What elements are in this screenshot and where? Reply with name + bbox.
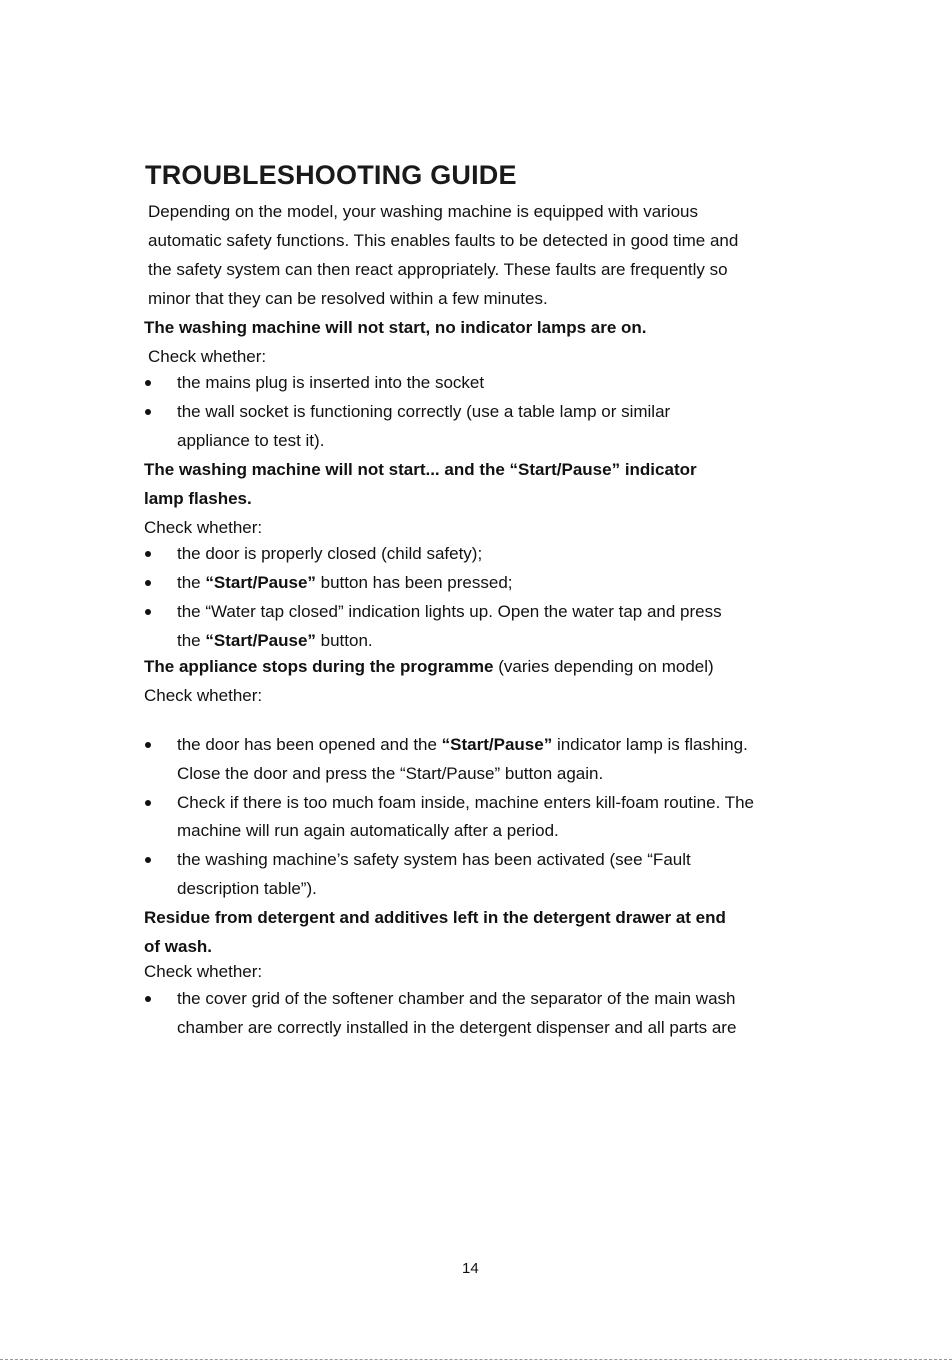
intro-line-4: minor that they can be resolved within a few minutes. — [148, 289, 548, 308]
text-run: the door has been opened and the — [177, 735, 442, 754]
section-2-item-1: the door is properly closed (child safety); — [177, 544, 483, 563]
bullet-icon — [145, 580, 151, 586]
section-1-check: Check whether: — [148, 347, 267, 366]
section-2-heading-line-2: lamp flashes. — [144, 489, 252, 508]
section-4-check: Check whether: — [144, 962, 263, 981]
section-3-item-3-line-1: the washing machine’s safety system has been activated (see “Fault — [177, 850, 691, 869]
section-3-item-1-line-2: Close the door and press the “Start/Pause” button again. — [177, 764, 604, 783]
section-3-item-1-line-1 — [177, 735, 748, 755]
intro-line-2: automatic safety functions. This enables faults to be detected in good time and — [148, 231, 739, 250]
section-3-heading-note: (varies depending on model) — [493, 657, 714, 676]
bullet-icon — [145, 551, 151, 557]
text-run: the — [177, 631, 206, 650]
section-3-item-2-line-2: machine will run again automatically after a period. — [177, 821, 559, 840]
text-run: the — [177, 573, 206, 592]
intro-line-1: Depending on the model, your washing machine is equipped with various — [148, 202, 699, 221]
bullet-icon — [145, 996, 151, 1002]
section-4-heading-line-1: Residue from detergent and additives left in the detergent drawer at end — [144, 908, 726, 927]
section-3-item-2-line-1: Check if there is too much foam inside, machine enters kill-foam routine. The — [177, 793, 755, 812]
start-pause-label: “Start/Pause” — [205, 631, 316, 650]
start-pause-label: “Start/Pause” — [441, 735, 553, 754]
section-1-item-2-line-1: the wall socket is functioning correctly (use a table lamp or similar — [177, 402, 671, 421]
bullet-icon — [145, 609, 151, 615]
section-2-item-3-line-1: the “Water tap closed” indication lights up. Open the water tap and press — [177, 602, 722, 621]
page-title: TROUBLESHOOTING GUIDE — [145, 160, 517, 190]
text-run: button. — [315, 631, 373, 650]
text-run: indicator lamp is flashing. — [552, 735, 748, 754]
section-1-item-1: the mains plug is inserted into the socket — [177, 373, 485, 392]
section-3-heading-bold: The appliance stops during the programme — [144, 657, 494, 676]
section-1-heading: The washing machine will not start, no indicator lamps are on. — [144, 318, 647, 337]
intro-line-3: the safety system can then react appropriately. These faults are frequently so — [148, 260, 728, 279]
section-2-item-2 — [177, 573, 513, 593]
section-2-heading-line-1: The washing machine will not start... and the “Start/Pause” indicator — [144, 460, 697, 479]
bullet-icon — [145, 380, 151, 386]
section-4-item-1-line-1: the cover grid of the softener chamber and the separator of the main wash — [177, 989, 736, 1008]
section-3-check: Check whether: — [144, 686, 263, 705]
page-number: 14 — [462, 1260, 479, 1277]
page-edge-divider — [0, 1359, 952, 1360]
bullet-icon — [145, 857, 151, 863]
section-3-heading — [144, 657, 714, 677]
section-2-item-3-line-2 — [177, 631, 373, 651]
bullet-icon — [145, 742, 151, 748]
section-4-heading-line-2: of wash. — [144, 937, 213, 956]
bullet-icon — [145, 409, 151, 415]
section-4-item-1-line-2: chamber are correctly installed in the detergent dispenser and all parts are — [177, 1018, 737, 1037]
section-3-item-3-line-2: description table”). — [177, 879, 317, 898]
section-2-check: Check whether: — [144, 518, 263, 537]
start-pause-label: “Start/Pause” — [205, 573, 316, 592]
bullet-icon — [145, 800, 151, 806]
text-run: button has been pressed; — [315, 573, 513, 592]
section-1-item-2-line-2: appliance to test it). — [177, 431, 325, 450]
